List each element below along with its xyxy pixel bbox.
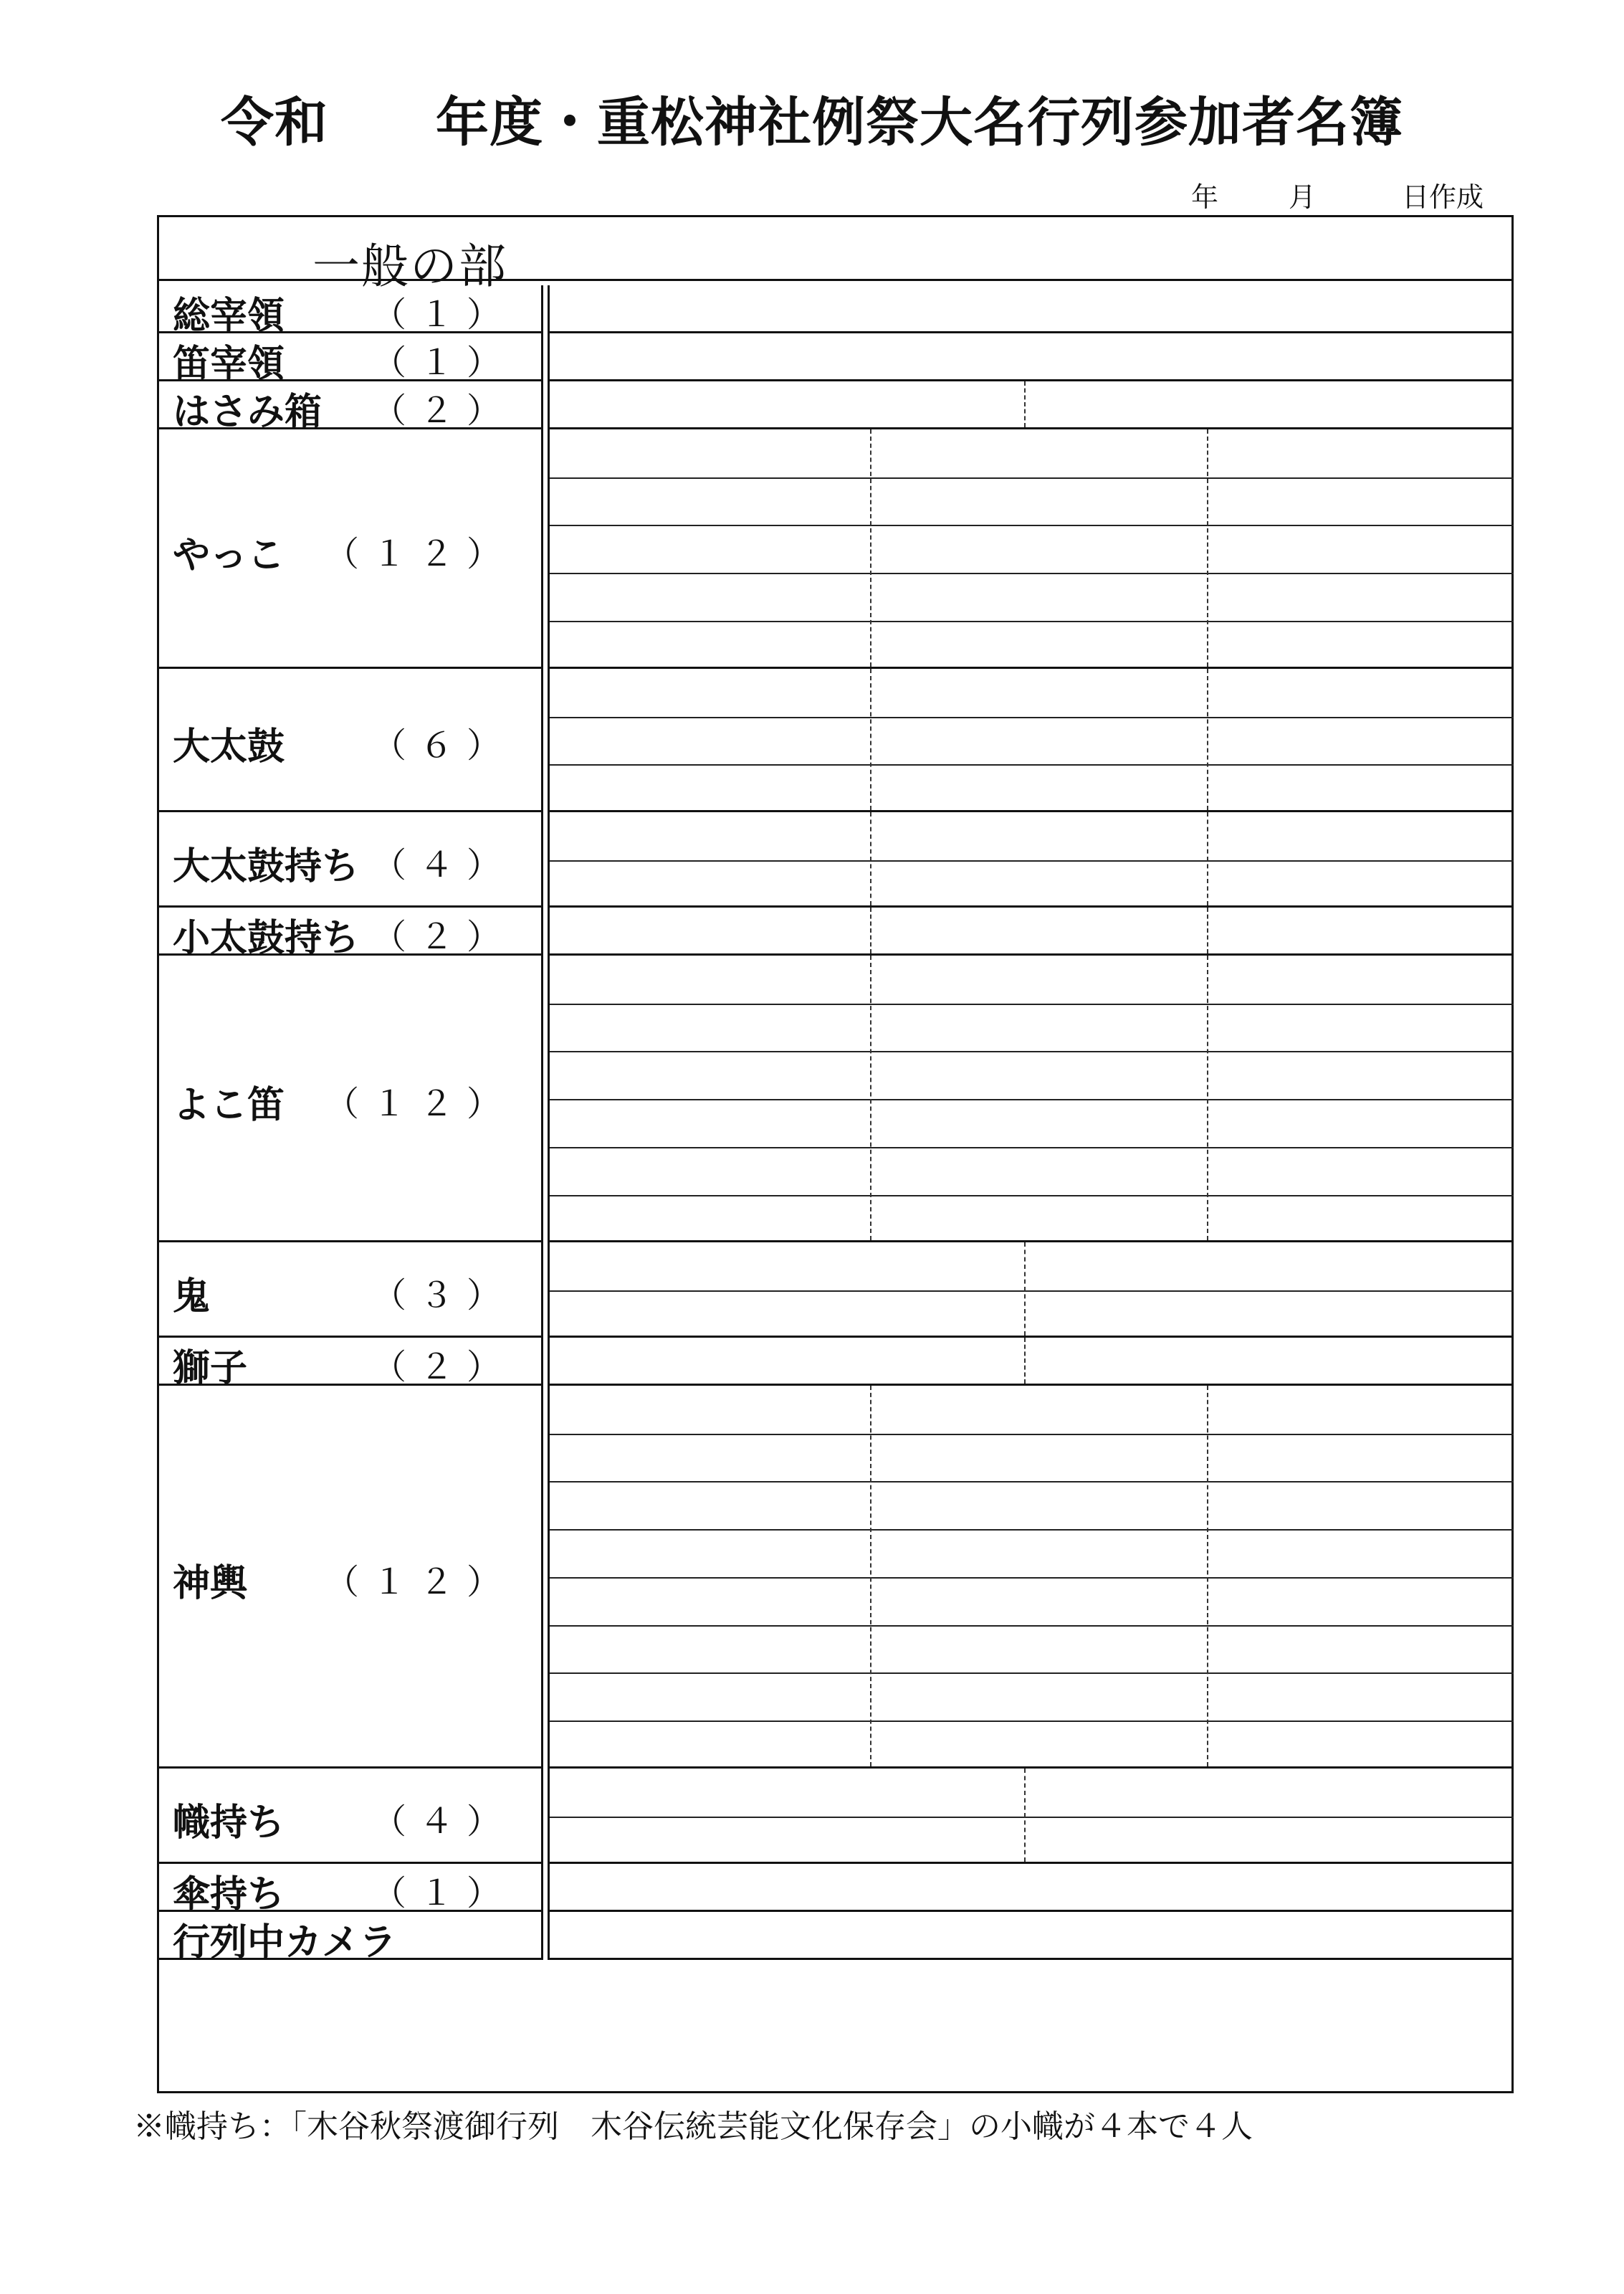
column-separator bbox=[1024, 1769, 1026, 1862]
title-main: 年度・重松神社例祭大名行列参加者名簿 bbox=[436, 92, 1403, 153]
role-count: （１２） bbox=[324, 534, 514, 574]
role-count: （３） bbox=[371, 1275, 514, 1315]
role-label bbox=[157, 381, 543, 434]
column-separator bbox=[870, 669, 871, 810]
role-label bbox=[157, 908, 543, 960]
name-entry-area[interactable] bbox=[548, 285, 1514, 333]
entry-line bbox=[550, 1195, 1514, 1196]
name-entry-area[interactable] bbox=[548, 812, 1514, 908]
name-entry-area[interactable] bbox=[548, 1769, 1514, 1864]
role-name: 総宰領 bbox=[173, 294, 285, 338]
entry-line bbox=[550, 764, 1514, 766]
entry-line bbox=[550, 1529, 1514, 1531]
role-name: やっこ bbox=[173, 534, 285, 577]
column-separator bbox=[1207, 908, 1208, 953]
column-separator bbox=[1207, 812, 1208, 905]
role-label bbox=[157, 956, 543, 1242]
name-entry-area[interactable] bbox=[548, 333, 1514, 381]
name-entry-area[interactable] bbox=[548, 956, 1514, 1242]
role-count: （１） bbox=[371, 1872, 514, 1913]
role-count: （１） bbox=[371, 294, 514, 335]
footnote: ※幟持ち：「木谷秋祭渡御行列 木谷伝統芸能文化保存会」の小幟が４本で４人 bbox=[133, 2108, 1253, 2145]
entry-line bbox=[550, 477, 1514, 479]
column-separator bbox=[1024, 381, 1026, 427]
role-name: 行列中カメラ bbox=[173, 1921, 397, 1964]
role-label bbox=[157, 1769, 543, 1864]
name-entry-area[interactable] bbox=[548, 1338, 1514, 1386]
role-name: 大太鼓 bbox=[173, 725, 285, 768]
column-separator bbox=[1207, 956, 1208, 1240]
name-entry-area[interactable] bbox=[548, 908, 1514, 956]
role-count: （２） bbox=[371, 390, 514, 431]
role-name: 大太鼓持ち bbox=[173, 844, 360, 888]
role-count: （１２） bbox=[324, 1562, 514, 1602]
date-year: 年 bbox=[1191, 181, 1219, 213]
role-label bbox=[157, 1864, 543, 1916]
entry-line bbox=[550, 1817, 1514, 1818]
role-count: （４） bbox=[371, 844, 514, 885]
date-day: 日作成 bbox=[1402, 181, 1484, 213]
column-separator bbox=[1207, 1386, 1208, 1766]
column-separator bbox=[870, 956, 871, 1240]
role-name: 傘持ち bbox=[173, 1872, 285, 1916]
role-label bbox=[157, 1242, 543, 1338]
role-label bbox=[157, 285, 543, 338]
role-label bbox=[157, 812, 543, 908]
column-separator bbox=[1024, 1338, 1026, 1384]
entry-line bbox=[550, 1625, 1514, 1627]
role-label bbox=[157, 1386, 543, 1769]
role-count: （２） bbox=[371, 916, 514, 957]
role-name: 小太鼓持ち bbox=[173, 916, 360, 960]
role-count: （１２） bbox=[324, 1084, 514, 1124]
role-label bbox=[157, 429, 543, 669]
name-entry-area[interactable] bbox=[548, 1242, 1514, 1338]
role-name: はさみ箱 bbox=[173, 390, 323, 434]
role-label bbox=[157, 1912, 543, 1964]
role-label bbox=[157, 333, 543, 386]
role-name: よこ笛 bbox=[173, 1084, 285, 1127]
entry-line bbox=[550, 1051, 1514, 1052]
entry-line bbox=[550, 860, 1514, 862]
name-entry-area[interactable] bbox=[548, 669, 1514, 812]
entry-line bbox=[550, 717, 1514, 718]
name-entry-area[interactable] bbox=[548, 1386, 1514, 1769]
date-month: 月 bbox=[1289, 181, 1317, 213]
role-name: 神輿 bbox=[173, 1562, 248, 1605]
column-separator bbox=[870, 812, 871, 905]
entry-line bbox=[550, 1147, 1514, 1148]
column-separator bbox=[870, 908, 871, 953]
role-count: （１） bbox=[371, 342, 514, 383]
role-count: （２） bbox=[371, 1346, 514, 1387]
entry-line bbox=[550, 1481, 1514, 1482]
column-separator bbox=[870, 429, 871, 667]
creation-date bbox=[1191, 175, 1499, 213]
column-separator bbox=[870, 1386, 871, 1766]
column-separator bbox=[1207, 429, 1208, 667]
entry-line bbox=[550, 1577, 1514, 1579]
entry-line bbox=[550, 1434, 1514, 1435]
role-count: （６） bbox=[371, 725, 514, 766]
entry-line bbox=[550, 1004, 1514, 1005]
entry-line bbox=[550, 1290, 1514, 1292]
role-label bbox=[157, 669, 543, 812]
name-entry-area[interactable] bbox=[548, 1864, 1514, 1912]
entry-line bbox=[550, 525, 1514, 526]
role-label bbox=[157, 1338, 543, 1390]
role-name: 獅子 bbox=[173, 1346, 248, 1390]
role-name: 鬼 bbox=[173, 1275, 211, 1318]
column-separator bbox=[1024, 1242, 1026, 1336]
page-title bbox=[0, 80, 1624, 156]
entry-line bbox=[550, 1672, 1514, 1674]
role-name: 幟持ち bbox=[173, 1801, 285, 1845]
name-entry-area[interactable] bbox=[548, 1912, 1514, 1960]
column-separator bbox=[1207, 669, 1208, 810]
role-name: 笛宰領 bbox=[173, 342, 285, 386]
entry-line bbox=[550, 621, 1514, 622]
role-count: （４） bbox=[371, 1801, 514, 1842]
name-entry-area[interactable] bbox=[548, 381, 1514, 429]
title-prefix: 令和 bbox=[221, 92, 328, 153]
entry-line bbox=[550, 1099, 1514, 1100]
entry-line bbox=[550, 1720, 1514, 1722]
name-entry-area[interactable] bbox=[548, 429, 1514, 669]
section-title: 一般の部 bbox=[312, 239, 507, 294]
entry-line bbox=[550, 573, 1514, 574]
